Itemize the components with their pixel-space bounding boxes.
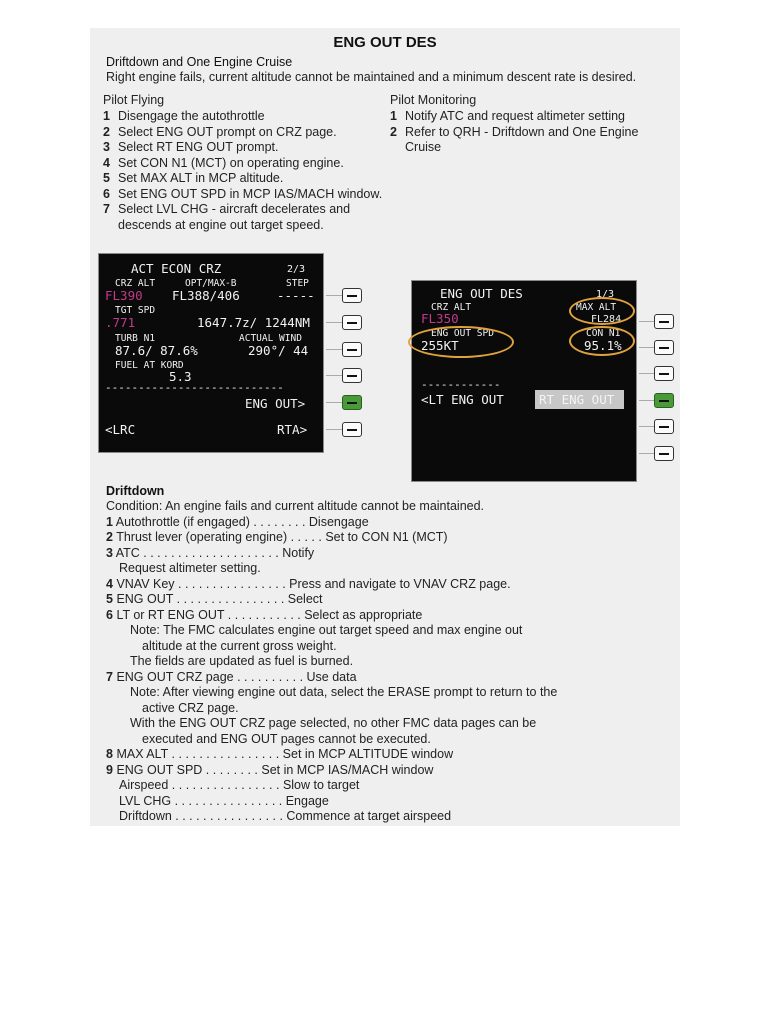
actual-wind-label: ACTUAL WIND [239, 333, 302, 344]
lsk-leader-r1 [326, 295, 342, 296]
pilot-monitoring-steps [390, 109, 638, 156]
crz-alt-label: CRZ ALT [431, 302, 472, 313]
opt-max-label: OPT/MAX-B [185, 278, 237, 289]
list-item: With the ENG OUT CRZ page selected, no other FMC data pages can be [130, 716, 537, 730]
lsk-r2-button[interactable] [654, 340, 674, 355]
driftdown-heading: Driftdown [106, 484, 165, 498]
callout-ellipse-max-alt [569, 297, 635, 325]
cdu-page-number: 1/3 [596, 289, 615, 300]
crz-alt-value: FL390 [105, 288, 143, 303]
list-item: 6 LT or RT ENG OUT . . . . . . . . . . . Select as appropriate [106, 607, 423, 622]
list-item: 1 Disengage the autothrottle [103, 109, 265, 123]
list-item: 1 Notify ATC and request altimeter setting [390, 109, 626, 123]
list-item: Condition: An engine fails and current altitude cannot be maintained. [106, 499, 485, 513]
list-item: 2 Select ENG OUT prompt on CRZ page. [103, 124, 337, 139]
crz-alt-value: FL350 [421, 311, 459, 326]
lsk-r4-button-active[interactable] [654, 393, 674, 408]
callout-ellipse-con-n1 [569, 326, 635, 356]
lsk-leader-r2 [639, 347, 654, 348]
rta-prompt[interactable]: RTA> [277, 422, 308, 437]
list-item-continuation: Cruise [405, 140, 442, 154]
separator-dashes: ------------ [421, 378, 501, 391]
lsk-leader-r3 [326, 349, 342, 350]
list-item: Note: After viewing engine out data, select the ERASE prompt to return to the [130, 685, 558, 699]
lsk-leader-r4 [326, 375, 342, 376]
lsk-leader-r5 [326, 402, 342, 403]
lsk-leader-r6 [326, 429, 342, 430]
driftdown-steps [106, 499, 557, 825]
lsk-r5-button-active[interactable] [342, 395, 362, 410]
pilot-flying-steps [103, 109, 382, 233]
lsk-r6-button[interactable] [654, 446, 674, 461]
rt-eng-out-highlight[interactable] [535, 390, 624, 409]
rt-eng-out-prompt[interactable]: RT ENG OUT [539, 392, 615, 407]
list-item: 9 ENG OUT SPD . . . . . . . . Set in MCP IAS/MACH window [106, 762, 434, 777]
lsk-r1-button[interactable] [342, 288, 362, 303]
list-item-continuation: descends at engine out target speed. [118, 217, 324, 232]
step-value: ----- [277, 288, 315, 303]
opt-max-value: FL388/406 [172, 288, 240, 303]
list-item: 5 ENG OUT . . . . . . . . . . . . . . . . Select [106, 592, 323, 606]
lsk-r3-button[interactable] [654, 366, 674, 381]
lsk-leader-r6 [639, 453, 654, 454]
callout-ellipse-eng-out-spd [408, 326, 514, 358]
list-item: 4 Set CON N1 (MCT) on operating engine. [103, 155, 344, 170]
crz-alt-label: CRZ ALT [115, 278, 156, 289]
list-item: 6 Set ENG OUT SPD in MCP IAS/MACH window. [103, 186, 383, 201]
eng-out-prompt[interactable]: ENG OUT> [245, 396, 306, 411]
eng-out-spd-value: 255KT [421, 338, 459, 353]
tgt-spd-value: .771 [105, 315, 136, 330]
time-distance-value: 1647.7z/ 1244NM [197, 315, 310, 330]
list-item: LVL CHG . . . . . . . . . . . . . . . . Engage [119, 793, 329, 808]
lsk-leader-r1 [639, 321, 654, 322]
lsk-r1-button[interactable] [654, 314, 674, 329]
cdu-screen-econ-crz [98, 253, 324, 453]
lsk-r2-button[interactable] [342, 315, 362, 330]
list-item: 8 MAX ALT . . . . . . . . . . . . . . . . Set in MCP ALTITUDE window [106, 747, 454, 761]
fuel-label: FUEL AT KORD [115, 360, 184, 371]
list-item: Driftdown . . . . . . . . . . . . . . . . Commence at target airspeed [119, 809, 452, 823]
con-n1-value: 95.1% [584, 338, 622, 353]
max-alt-value: FL284 [591, 314, 622, 325]
cdu-page-number: 2/3 [287, 264, 306, 275]
actual-wind-value: 290°/ 44 [248, 343, 309, 358]
list-item: The fields are updated as fuel is burned. [130, 654, 354, 668]
pilot-flying-heading: Pilot Flying [103, 93, 165, 107]
list-item: 2 Refer to QRH - Driftdown and One Engine [390, 124, 639, 139]
con-n1-label: CON N1 [586, 328, 621, 339]
cdu-title: ENG OUT DES [440, 286, 523, 301]
document-sheet [90, 28, 680, 826]
lsk-leader-r4 [639, 400, 654, 401]
lsk-leader-r3 [639, 373, 654, 374]
list-item: 1 Autothrottle (if engaged) . . . . . . . . Disengage [106, 514, 369, 529]
list-item: Request altimeter setting. [119, 561, 261, 575]
section-title: Driftdown and One Engine Cruise [106, 55, 293, 69]
list-item: Airspeed . . . . . . . . . . . . . . . . Slow to target [119, 778, 360, 792]
list-item: executed and ENG OUT pages cannot be executed. [142, 731, 431, 746]
list-item: altitude at the current gross weight. [142, 638, 337, 653]
list-item: 7 ENG OUT CRZ page . . . . . . . . . . Use data [106, 669, 357, 684]
lsk-r4-button[interactable] [342, 368, 362, 383]
lsk-r3-button[interactable] [342, 342, 362, 357]
lsk-leader-r5 [639, 426, 654, 427]
cdu-title: ACT ECON CRZ [131, 261, 222, 276]
list-item: 3 ATC . . . . . . . . . . . . . . . . . . . . Notify [106, 545, 315, 560]
cdu-screen-eng-out-des [411, 280, 637, 482]
list-item: 3 Select RT ENG OUT prompt. [103, 140, 279, 154]
tgt-spd-label: TGT SPD [115, 305, 156, 316]
section-description: Right engine fails, current altitude cannot be maintained and a minimum descent rate is desired. [106, 70, 637, 84]
pilot-monitoring-heading: Pilot Monitoring [390, 93, 477, 107]
list-item: 7 Select LVL CHG - aircraft decelerates and [103, 202, 351, 216]
fuel-value: 5.3 [169, 369, 192, 384]
max-alt-label: MAX ALT [576, 302, 617, 313]
lsk-leader-r2 [326, 322, 342, 323]
list-item: 2 Thrust lever (operating engine) . . . . . Set to CON N1 (MCT) [106, 530, 448, 544]
turb-n1-value: 87.6/ 87.6% [115, 343, 198, 358]
step-label: STEP [286, 278, 309, 289]
lt-eng-out-prompt[interactable]: <LT ENG OUT [421, 392, 504, 407]
lsk-r6-button[interactable] [342, 422, 362, 437]
list-item: active CRZ page. [142, 700, 239, 715]
list-item: 4 VNAV Key . . . . . . . . . . . . . . . . Press and navigate to VNAV CRZ page. [106, 576, 511, 591]
list-item: 5 Set MAX ALT in MCP altitude. [103, 171, 284, 185]
turb-n1-label: TURB N1 [115, 333, 156, 344]
eng-out-spd-label: ENG OUT SPD [431, 328, 494, 339]
lsk-r5-button[interactable] [654, 419, 674, 434]
list-item: Note: The FMC calculates engine out target speed and max engine out [130, 623, 523, 637]
lrc-prompt[interactable]: <LRC [105, 422, 136, 437]
page-title: ENG OUT DES [333, 34, 437, 51]
separator-dashes: --------------------------- [105, 381, 284, 394]
